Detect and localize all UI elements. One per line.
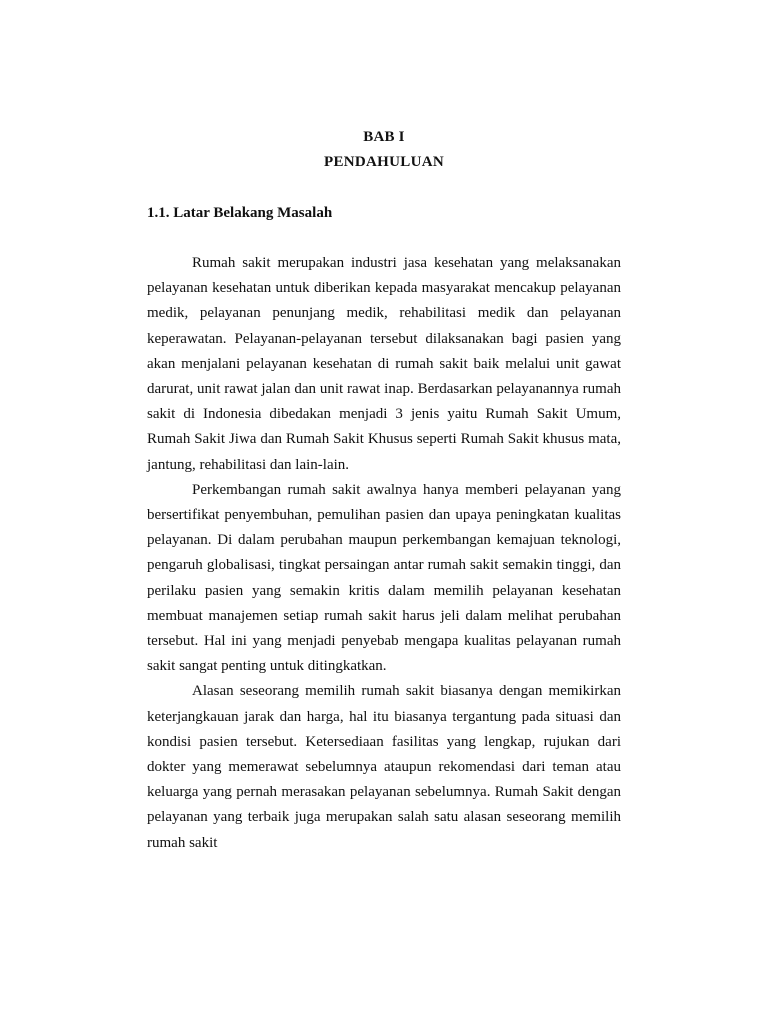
paragraph: Perkembangan rumah sakit awalnya hanya memberi pelayanan yang bersertifikat penyembuhan, pemulihan pasien dan upaya peningkatan kualitas pelayanan. Di dalam perubahan maupun perkembangan kemajuan teknologi, pengaruh globalisasi, tingkat persaingan antar rumah sakit semakin tinggi, dan perilaku pasien yang semakin kritis dalam memilih pelayanan kesehatan membuat manajemen setiap rumah sakit harus jeli dalam melihat perubahan tersebut. Hal ini yang menjadi penyebab mengapa kualitas pelayanan rumah sakit sangat penting untuk ditingkatkan. xyxy=(147,481,621,675)
chapter-title: PENDAHULUAN xyxy=(324,154,444,170)
section-heading: 1.1. Latar Belakang Masalah xyxy=(147,205,333,221)
paragraph: Alasan seseorang memilih rumah sakit biasanya dengan memikirkan keterjangkauan jarak dan harga, hal itu biasanya tergantung pada situasi dan kondisi pasien tersebut. Ketersediaan fasilitas yang lengkap, rujukan dari dokter yang memerawat sebelumnya ataupun rekomendasi dari teman atau keluarga yang pernah merasakan pelayanan sebelumnya. Rumah Sakit dengan pelayanan yang terbaik juga merupakan salah satu alasan seseorang memilih rumah sakit xyxy=(147,683,621,851)
chapter-label: BAB I xyxy=(363,129,405,145)
paragraph: Rumah sakit merupakan industri jasa kesehatan yang melaksanakan pelayanan kesehatan untuk diberikan kepada masyarakat mencakup pelayanan medik, pelayanan penunjang medik, rehabilitasi medik dan pelayanan keperawatan. Pelayanan-pelayanan tersebut dilaksanakan bagi pasien yang akan menjalani pelayanan kesehatan di rumah sakit baik melalui unit gawat darurat, unit rawat jalan dan unit rawat inap. Berdasarkan pelayanannya rumah sakit di Indonesia dibedakan menjadi 3 jenis yaitu Rumah Sakit Umum, Rumah Sakit Jiwa dan Rumah Sakit Khusus seperti Rumah Sakit khusus mata, jantung, rehabilitasi dan lain-lain. xyxy=(147,255,621,473)
body-text xyxy=(147,251,621,856)
